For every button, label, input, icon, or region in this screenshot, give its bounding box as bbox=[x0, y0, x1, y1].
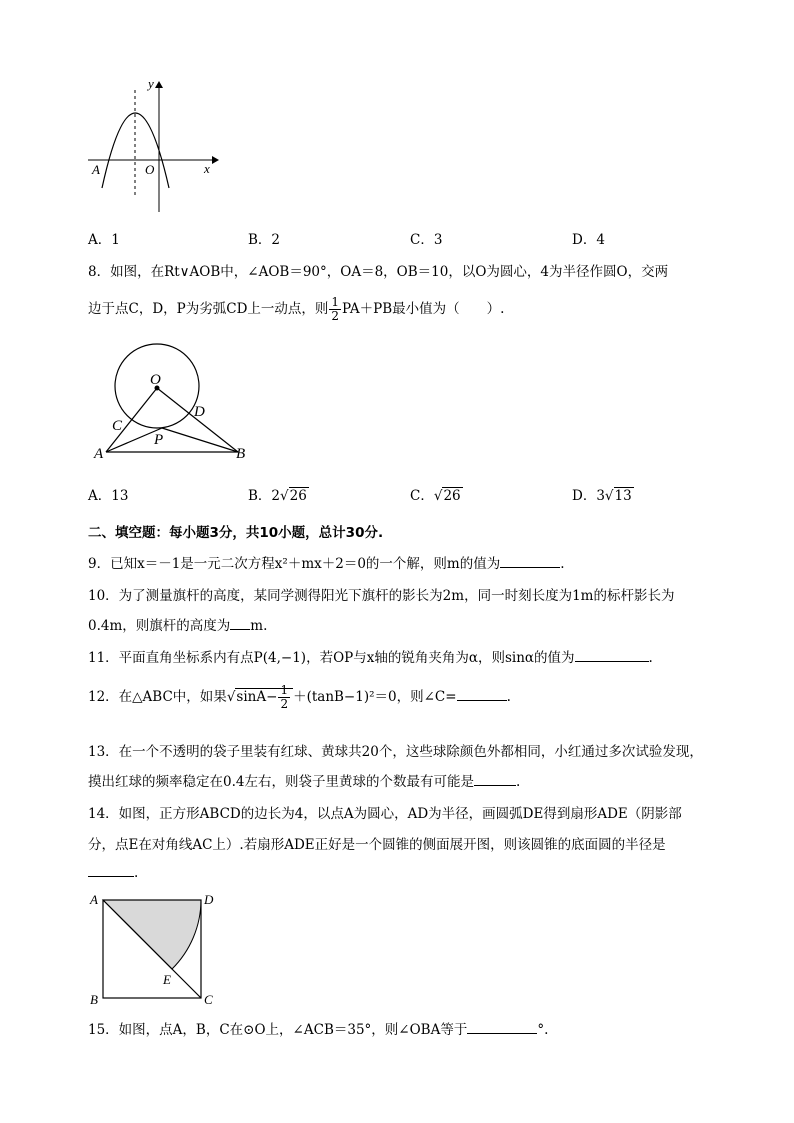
q7-label-x: x bbox=[204, 161, 210, 176]
q14-label-e: E bbox=[163, 972, 171, 987]
q7-x-arrow bbox=[212, 156, 219, 164]
q7-label-o: O bbox=[145, 162, 155, 177]
q7-label-y: y bbox=[148, 76, 154, 91]
q11-answer-blank[interactable] bbox=[575, 649, 649, 662]
q8-line2-a: 边于点C，D，P为劣弧CD上一动点，则 bbox=[88, 301, 329, 317]
q8-option-c: C．√26 bbox=[410, 488, 461, 504]
q10-line1: 10．为了测量旗杆的高度，某同学测得阳光下旗杆的影长为2m，同一时刻长度为1m的标杆影长为 bbox=[88, 588, 675, 604]
q15-text-post: °. bbox=[537, 1022, 549, 1038]
q14-label-a: A bbox=[90, 892, 98, 907]
q14-line1: 14．如图，正方形ABCD的边长为4，以点A为圆心，AD为半径，画圆弧DE得到扇形ADE（阴影部 bbox=[88, 806, 682, 822]
q13-line2-post: . bbox=[515, 774, 521, 790]
q7-label-a: A bbox=[92, 162, 100, 177]
q12-text-pre: 12．在△ABC中，如果 bbox=[88, 689, 227, 705]
q12-fraction bbox=[278, 684, 290, 711]
q7-option-b: B．2 bbox=[248, 232, 281, 248]
q13-line2 bbox=[88, 770, 520, 790]
q10-line2 bbox=[88, 614, 267, 634]
q14-line2: 分，点E在对角线AC上）.若扇形ADE正好是一个圆锥的侧面展开图，则该圆锥的底面圆的半径是 bbox=[88, 837, 666, 853]
q7-option-a: A．1 bbox=[88, 232, 120, 248]
q14-line3 bbox=[88, 864, 138, 881]
q8-option-d-radicand: 13 bbox=[614, 488, 632, 504]
q15-text-pre: 15．如图，点A，B，C在⊙O上，∠ACB＝35°，则∠OBA等于 bbox=[88, 1022, 468, 1038]
q8-label-o: O bbox=[150, 372, 161, 388]
q10-line2-pre: 0.4m，则旗杆的高度为 bbox=[88, 618, 231, 634]
q7-option-c: C．3 bbox=[410, 232, 443, 248]
q8-option-d: D．3√13 bbox=[572, 488, 632, 504]
q14-line3-post: . bbox=[134, 865, 139, 881]
q8-circle-triangle-figure bbox=[90, 340, 260, 465]
q9-text bbox=[88, 552, 565, 572]
q8-label-c: C bbox=[112, 418, 123, 434]
q8-segment-pb bbox=[162, 428, 238, 452]
q8-frac-den: 2 bbox=[331, 309, 340, 323]
q13-line1: 13．在一个不透明的袋子里装有红球、黄球共20个，这些球除颜色外都相同，小红通过多次试验发现， bbox=[88, 744, 703, 760]
q11-text-pre: 11．平面直角坐标系内有点P(4,−1)，若OP与x轴的锐角夹角为α，则sinα的值为 bbox=[88, 650, 575, 666]
q12-text-post: . bbox=[506, 689, 511, 705]
section-fill-in-heading: 二、填空题：每小题3分，共10小题，总计30分. bbox=[88, 525, 384, 541]
q12-frac-num: 1 bbox=[280, 683, 289, 697]
q13-answer-blank[interactable] bbox=[474, 773, 516, 786]
q11-text-post: . bbox=[648, 650, 653, 666]
q15-answer-blank[interactable] bbox=[467, 1021, 537, 1034]
q8-option-c-radicand: 26 bbox=[443, 488, 461, 504]
q7-y-arrow bbox=[155, 81, 163, 88]
q12-post-expr: ＋(tanB−1)²＝0，则∠C= bbox=[293, 689, 457, 705]
q8-fraction bbox=[329, 296, 341, 323]
q8-option-d-pre: D．3 bbox=[572, 488, 605, 504]
q15-text bbox=[88, 1018, 548, 1038]
q8-label-a: A bbox=[94, 446, 104, 462]
q8-option-b-pre: B．2 bbox=[248, 488, 281, 504]
q8-label-d: D bbox=[194, 404, 205, 420]
q11-text bbox=[88, 646, 653, 666]
q8-option-a: A．13 bbox=[88, 488, 129, 504]
q7-option-d: D．4 bbox=[572, 232, 605, 248]
q12-radical-pre: sinA− bbox=[236, 689, 278, 705]
q9-text-pre: 9．已知x＝－1是一元二次方程x²＋mx＋2＝0的一个解，则m的值为 bbox=[88, 556, 501, 572]
q14-label-c: C bbox=[204, 992, 213, 1007]
q8-option-c-pre: C． bbox=[410, 488, 434, 504]
q12-answer-blank[interactable] bbox=[457, 688, 507, 701]
q8-line2 bbox=[88, 296, 504, 323]
q9-text-post: . bbox=[560, 556, 565, 572]
q8-option-b: B．2√26 bbox=[248, 488, 307, 504]
q7-parabola-graph bbox=[84, 76, 224, 216]
q8-label-b: B bbox=[236, 446, 246, 462]
q10-line2-post: m. bbox=[250, 618, 268, 634]
q14-shaded-sector bbox=[103, 900, 201, 969]
q12-frac-den: 2 bbox=[280, 697, 289, 711]
q8-label-p: P bbox=[154, 432, 164, 448]
q14-answer-blank[interactable] bbox=[88, 864, 134, 877]
q9-answer-blank[interactable] bbox=[500, 555, 560, 568]
q14-square-sector-figure bbox=[86, 890, 222, 1010]
q12-radical bbox=[235, 683, 293, 711]
q13-line2-pre: 摸出红球的频率稳定在0.4左右，则袋子里黄球的个数最有可能是 bbox=[88, 774, 474, 790]
q8-line1: 8．如图，在Rt∨AOB中，∠AOB＝90°，OA＝8，OB＝10，以O为圆心，4为半径作圆O，交两 bbox=[88, 264, 669, 280]
q14-label-b: B bbox=[90, 992, 98, 1007]
q12-text: 12．在△ABC中，如果√sinA− $\frac{1}{2}$ ＋(tanB−1)²＝0，则∠C= . bbox=[88, 683, 511, 711]
q10-answer-blank[interactable] bbox=[230, 617, 250, 630]
q14-label-d: D bbox=[204, 892, 214, 907]
q8-option-b-radicand: 26 bbox=[289, 488, 307, 504]
q8-frac-num: 1 bbox=[331, 295, 340, 309]
q8-line2-b: PA＋PB最小值为（ ）. bbox=[342, 301, 505, 317]
